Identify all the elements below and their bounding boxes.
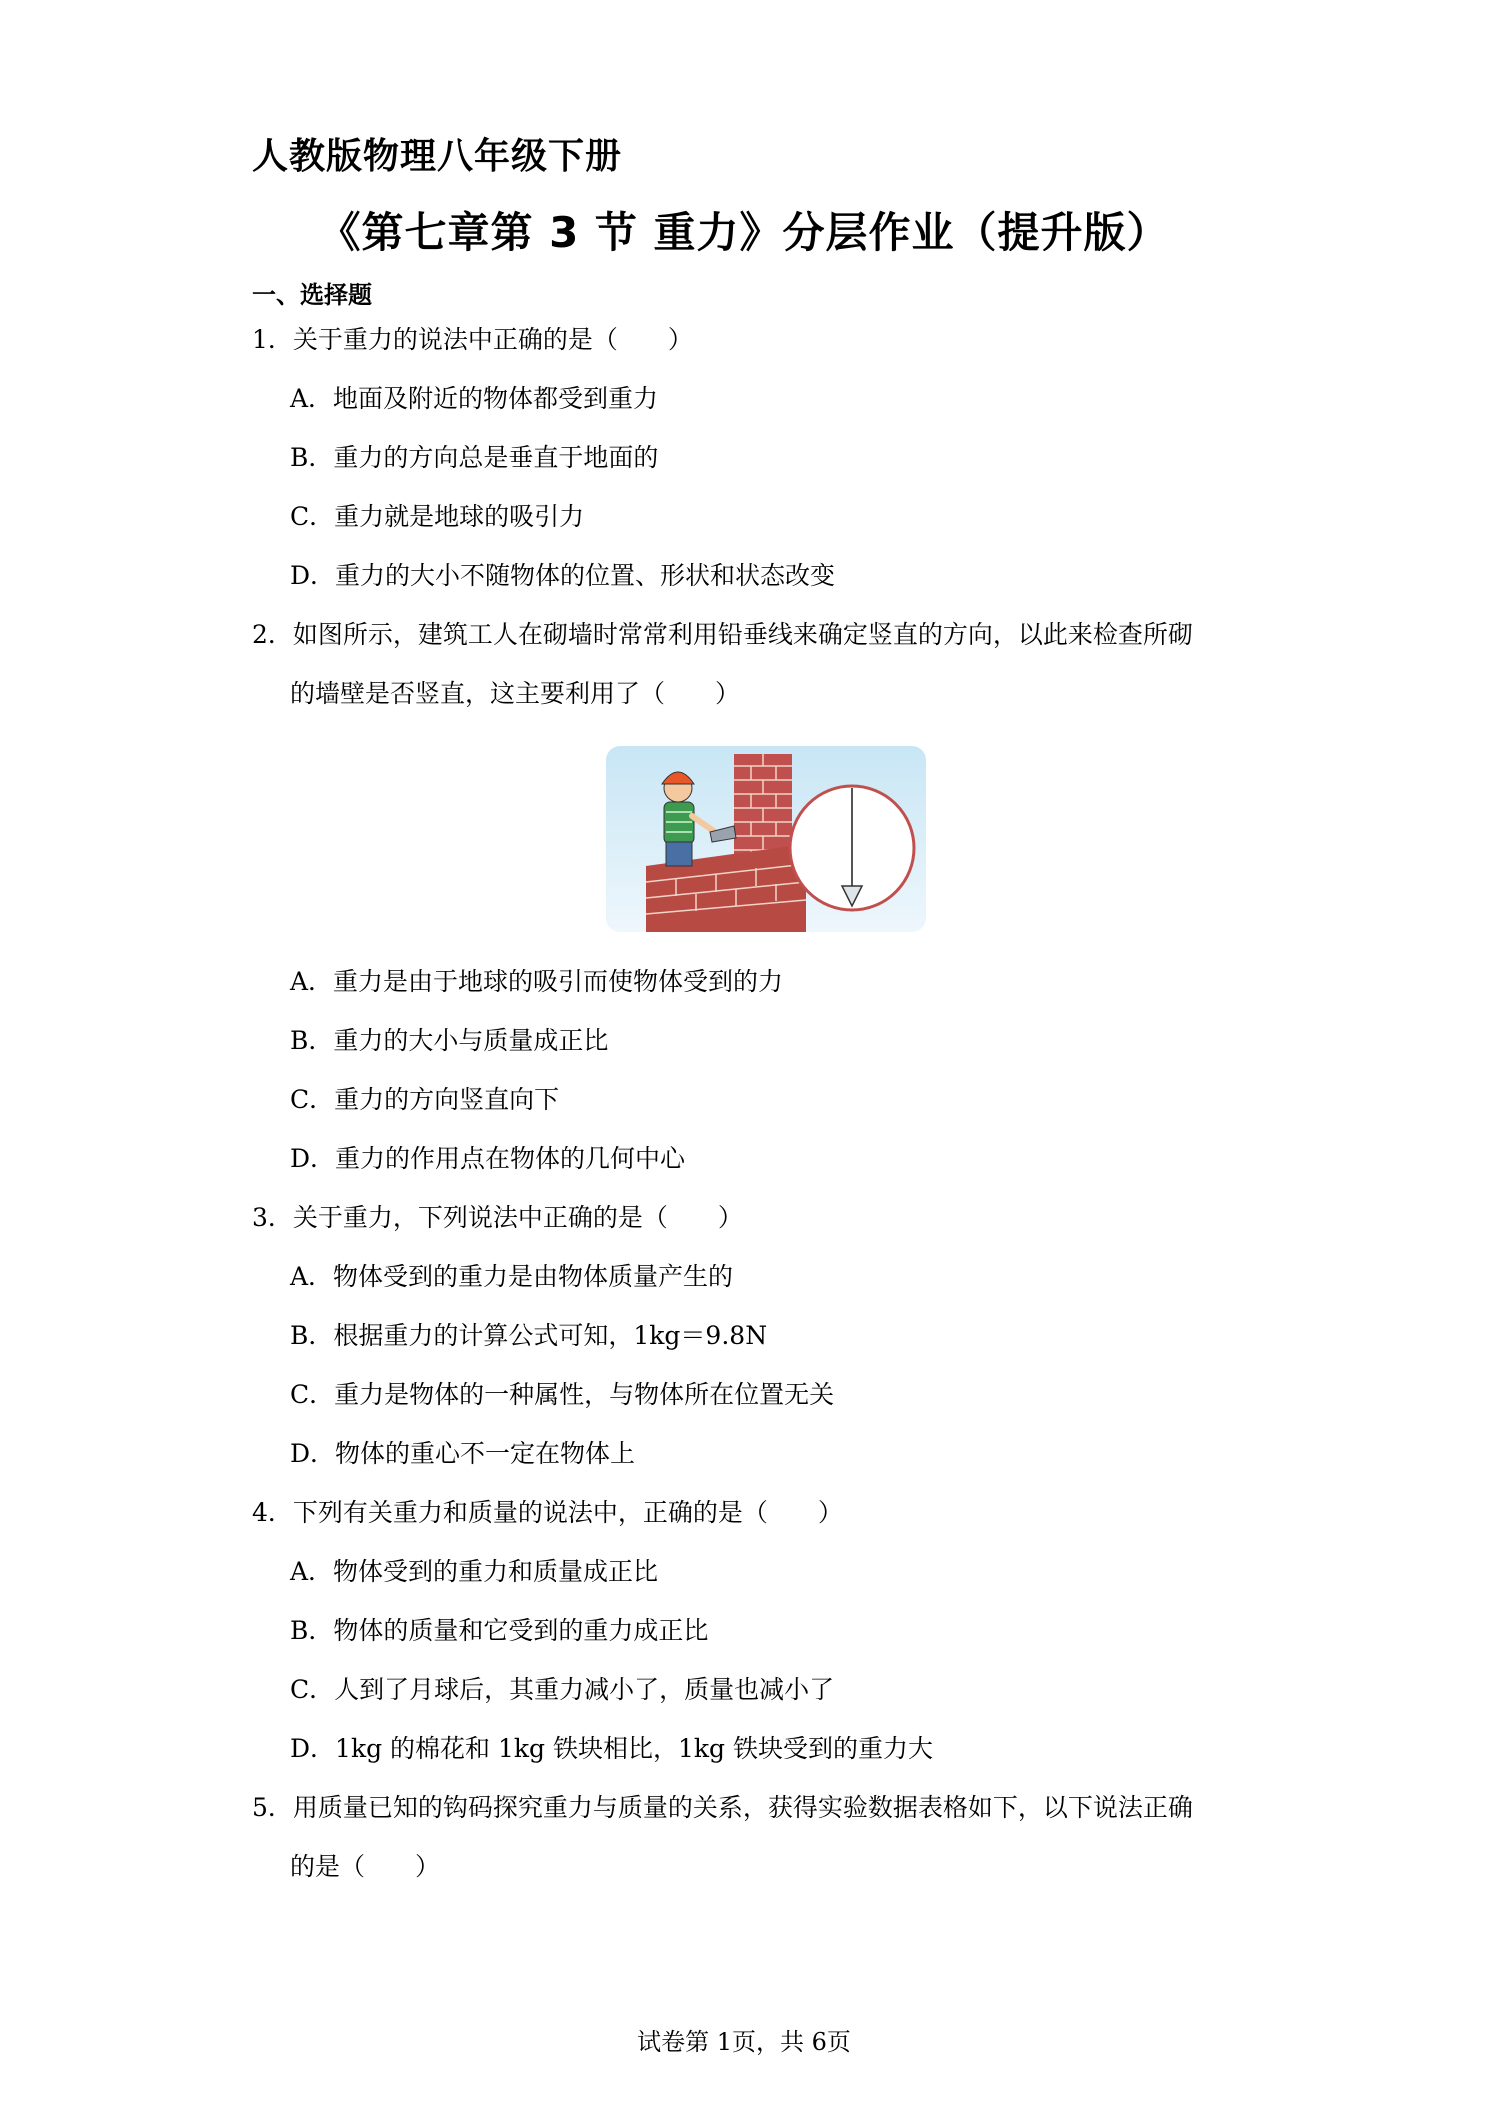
question-4-option-a: A．物体受到的重力和质量成正比 <box>290 1557 659 1586</box>
question-3-option-c: C．重力是物体的一种属性，与物体所在位置无关 <box>290 1380 835 1409</box>
question-1-option-c: C．重力就是地球的吸引力 <box>290 502 585 531</box>
question-3-option-d: D．物体的重心不一定在物体上 <box>290 1439 636 1468</box>
question-2-option-a: A．重力是由于地球的吸引而使物体受到的力 <box>290 967 784 996</box>
question-1-stem: 1．关于重力的说法中正确的是（ ） <box>252 325 693 354</box>
question-4-option-c: C．人到了月球后，其重力减小了，质量也减小了 <box>290 1675 835 1704</box>
question-4-stem: 4．下列有关重力和质量的说法中，正确的是（ ） <box>252 1498 843 1527</box>
question-2-stem-continued: 的墙壁是否竖直，这主要利用了（ ） <box>290 679 741 708</box>
bricklayer-plumb-line-illustration <box>606 746 926 932</box>
question-2-stem: 2．如图所示，建筑工人在砌墙时常常利用铅垂线来确定竖直的方向，以此来检查所砌 <box>252 620 1193 649</box>
question-3-option-b: B．根据重力的计算公式可知，1kg＝9.8N <box>290 1321 768 1350</box>
page-footer: 试卷第 1页，共 6页 <box>637 2028 851 2056</box>
question-2-option-c: C．重力的方向竖直向下 <box>290 1085 560 1114</box>
question-1-option-d: D．重力的大小不随物体的位置、形状和状态改变 <box>290 561 836 590</box>
question-3-option-a: A．物体受到的重力是由物体质量产生的 <box>290 1262 734 1291</box>
question-3-stem: 3．关于重力，下列说法中正确的是（ ） <box>252 1203 743 1232</box>
question-2-option-d: D．重力的作用点在物体的几何中心 <box>290 1144 686 1173</box>
question-1-option-b: B．重力的方向总是垂直于地面的 <box>290 443 659 472</box>
question-4-option-b: B．物体的质量和它受到的重力成正比 <box>290 1616 709 1645</box>
question-1-option-a: A．地面及附近的物体都受到重力 <box>290 384 659 413</box>
question-5-stem: 5．用质量已知的钩码探究重力与质量的关系，获得实验数据表格如下，以下说法正确 <box>252 1793 1193 1822</box>
section-heading: 一、选择题 <box>252 281 372 309</box>
question-4-option-d: D．1kg 的棉花和 1kg 铁块相比，1kg 铁块受到的重力大 <box>290 1734 934 1763</box>
question-5-stem-continued: 的是（ ） <box>290 1852 441 1881</box>
document-header-title: 人教版物理八年级下册 <box>252 136 623 177</box>
document-main-title: 《第七章第 3 节 重力》分层作业（提升版） <box>318 208 1170 257</box>
question-2-option-b: B．重力的大小与质量成正比 <box>290 1026 609 1055</box>
